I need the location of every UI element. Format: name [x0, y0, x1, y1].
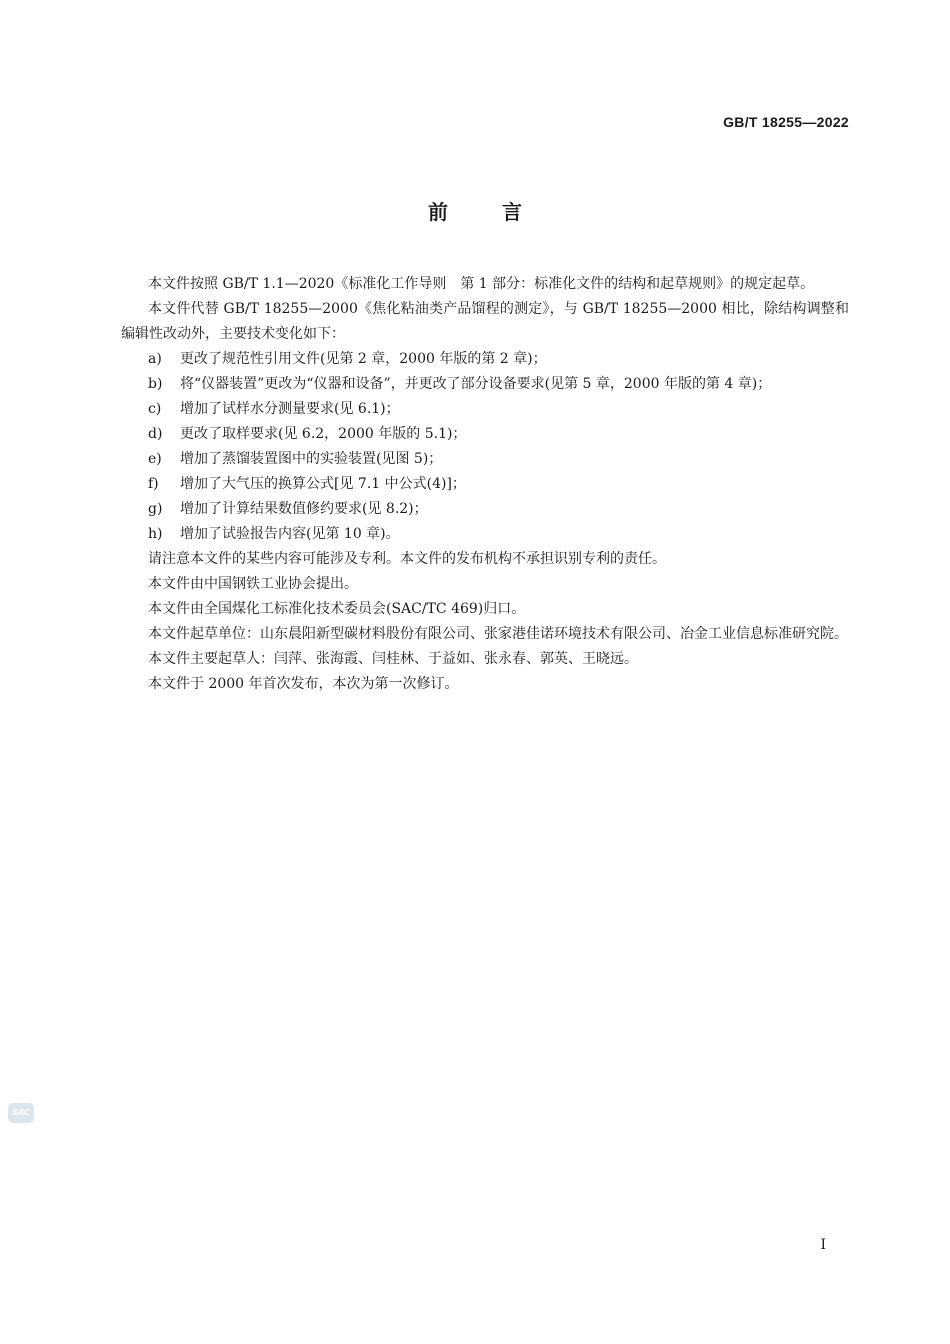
list-text: 增加了计算结果数值修约要求(见 8.2)； [180, 501, 428, 517]
list-text: 增加了蒸馏装置图中的实验装置(见图 5)； [180, 451, 443, 467]
list-text: 增加了大气压的换算公式[见 7.1 中公式(4)]； [180, 476, 466, 492]
list-marker: g) [148, 501, 163, 517]
list-marker: f) [148, 476, 159, 492]
list-text: 增加了试验报告内容(见第 10 章)。 [180, 526, 400, 542]
list-item [121, 447, 849, 472]
list-text: 增加了试样水分测量要求(见 6.1)； [180, 401, 400, 417]
page-title: 前言 [428, 200, 576, 224]
paragraph: 本文件按照 GB/T 1.1—2020《标准化工作导则 第 1 部分：标准化文件的结构和起草规则》的规定起草。 [148, 276, 815, 292]
list-item [121, 397, 849, 422]
list-marker: b) [148, 376, 163, 392]
list-marker: h) [148, 526, 163, 542]
paragraph: 本文件起草单位：山东晨阳新型碳材料股份有限公司、张家港佳诺环境技术有限公司、冶金工业信息标准研究院。 [148, 626, 848, 642]
sac-watermark-logo: SAC [8, 1103, 34, 1123]
list-item [121, 522, 849, 547]
list-marker: d) [148, 426, 163, 442]
standard-code: GB/T 18255—2022 [723, 114, 849, 130]
paragraph: 本文件主要起草人：闫萍、张海霞、闫桂林、于益如、张永春、郭英、王晓远。 [148, 651, 638, 667]
list-text: 更改了取样要求(见 6.2，2000 年版的 5.1)； [180, 426, 467, 442]
list-item [121, 422, 849, 447]
paragraph: 本文件于 2000 年首次发布，本次为第一次修订。 [148, 676, 459, 692]
list-text: 更改了规范性引用文件(见第 2 章，2000 年版的第 2 章)； [180, 351, 547, 367]
list-marker: a) [148, 351, 162, 367]
paragraph: 请注意本文件的某些内容可能涉及专利。本文件的发布机构不承担识别专利的责任。 [148, 551, 666, 567]
list-marker: e) [148, 451, 162, 467]
list-item [121, 372, 849, 397]
paragraph: 本文件由中国钢铁工业协会提出。 [148, 576, 358, 592]
list-item [121, 497, 849, 522]
paragraph: 本文件由全国煤化工标准化技术委员会(SAC/TC 469)归口。 [148, 601, 526, 617]
list-item [121, 472, 849, 497]
paragraph: 本文件代替 GB/T 18255—2000《焦化粘油类产品馏程的测定》，与 GB/T 18255—2000 相比，除结构调整和编辑性改动外，主要技术变化如下： [121, 301, 849, 342]
list-marker: c) [148, 401, 162, 417]
page-number: I [820, 1237, 826, 1253]
list-text: 将“仪器装置”更改为“仪器和设备”，并更改了部分设备要求(见第 5 章，2000 年版的第 4 章)； [180, 376, 772, 392]
foreword-body [121, 272, 849, 697]
list-item [121, 347, 849, 372]
